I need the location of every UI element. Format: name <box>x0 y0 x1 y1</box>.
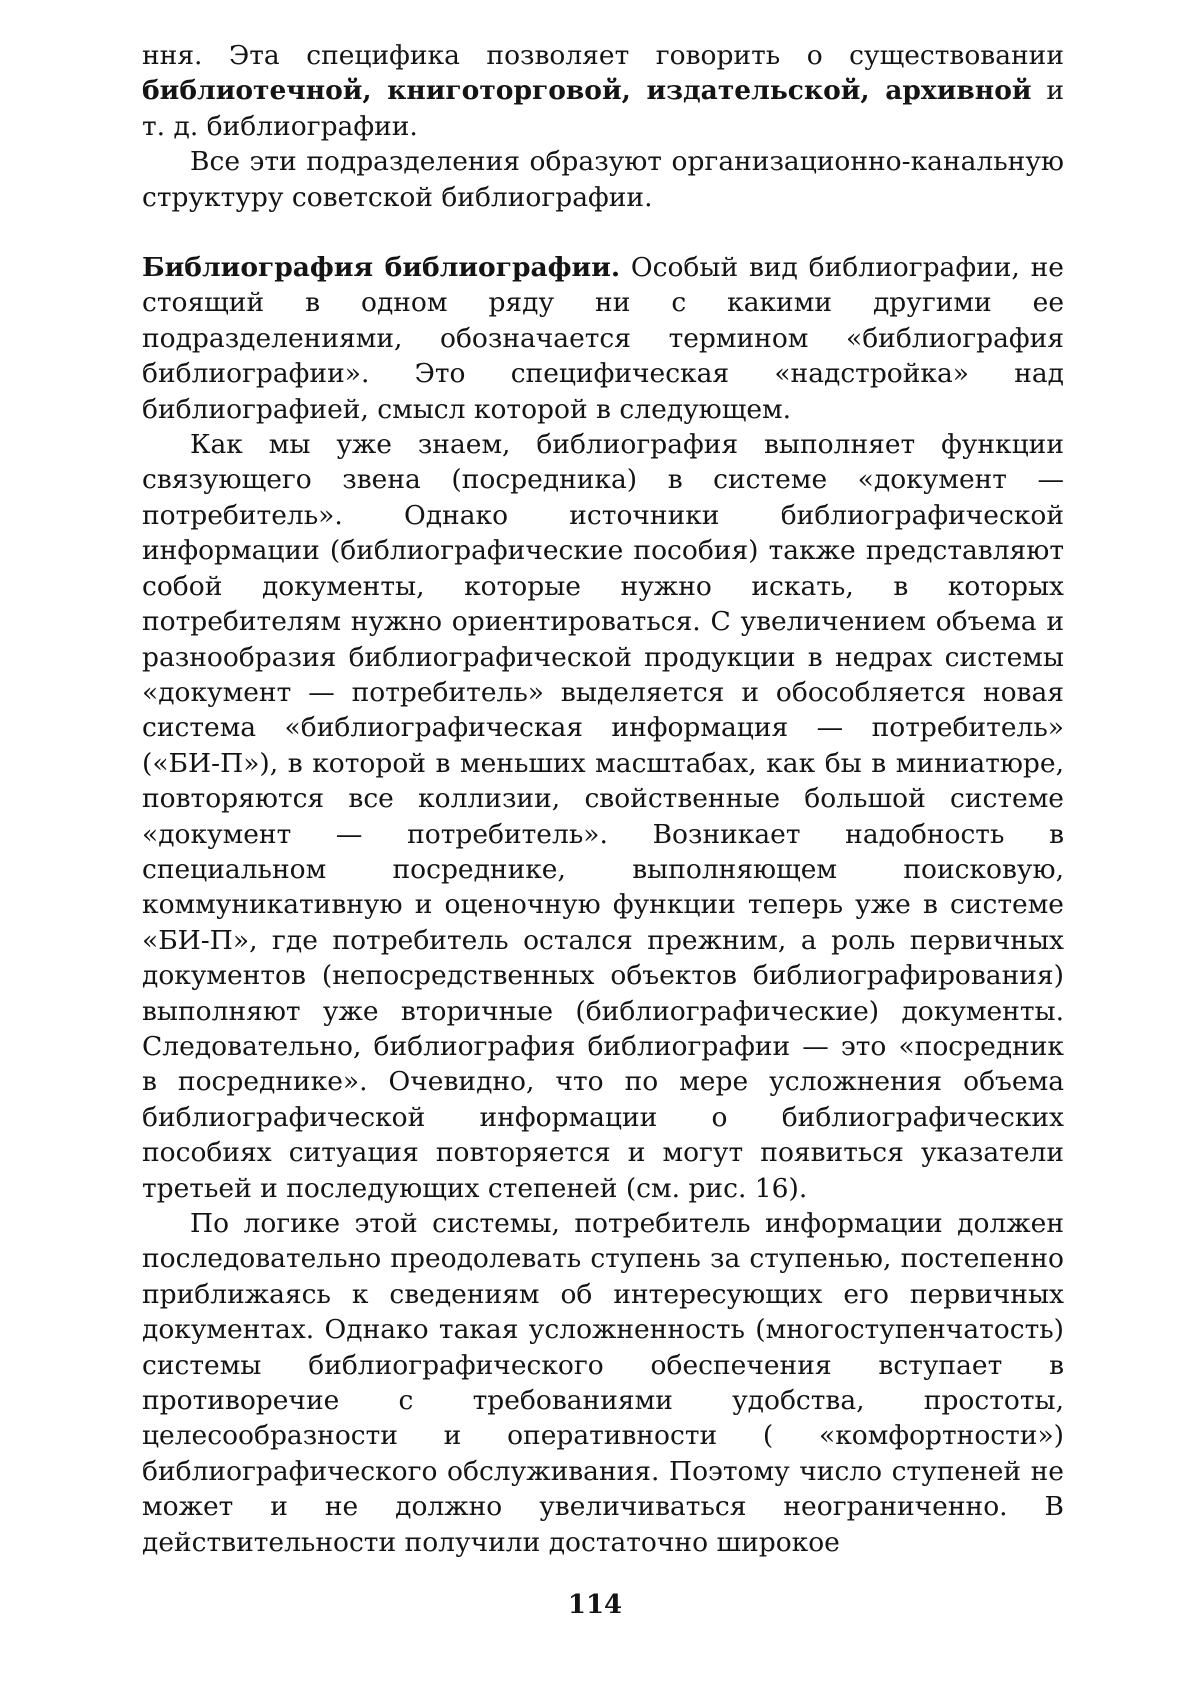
paragraph-section-bibliography-of-bibliography <box>142 250 1064 427</box>
paragraph-mediator <box>142 427 1064 1206</box>
text-segment: и т. д. библиографии. <box>142 75 1064 142</box>
text-segment: ння. Эта специфика позволяет говорить о существовании <box>142 40 1064 71</box>
text-segment: Особый вид библиографии, не стоящий в одном ряду ни с какими другими ее подразделениями, обозначается термином «библиография библиографии». Это специфическая «надстройка» над библиографией, смысл которой в следующем. <box>142 252 1064 425</box>
text-segment: По логике этой системы, потребитель информации должен последовательно преодолевать ступень за ступенью, постепенно приближаясь к сведениям об интересующих его первичных документах. Однако такая усложненность (многоступенчатость) системы библиографического обеспечения вступает в противоречие с требованиями удобства, простоты, целесообразности и оперативности ( «комфортности») библиографического обслуживания. Поэтому число ступеней не может и не должно увеличиваться неограниченно. В действительности получили достаточно широкое <box>142 1208 1064 1558</box>
paragraph-structure <box>142 144 1064 215</box>
text-segment: Все эти подразделения образуют организационно-канальную структуру советской библиографии. <box>142 146 1064 213</box>
bold-text-segment: Библиография библиографии. <box>142 252 621 284</box>
bold-text-segment: библиотечной, книготорговой, издательской, архивной <box>142 75 1032 107</box>
text-segment: Как мы уже знаем, библиография выполняет функции связующего звена (посредника) в системе «документ — потребитель». Однако источники библиографической информации (библиографические пособия) также представляют собой документы, которые нужно искать, в которых потребителям нужно ориентироваться. С увеличением объема и разнообразия библиографической продукции в недрах системы «документ — потребитель» выделяется и обособляется новая система «библиографическая информация — потребитель» («БИ-П»), в которой в меньших масштабах, как бы в миниатюре, повторяются все коллизии, свойственные большой системе «документ — потребитель». Возникает надобность в специальном посреднике, выполняющем поисковую, коммуникативную и оценочную функции теперь уже в системе «БИ-П», где потребитель остался прежним, а роль первичных документов (непосредственных объектов библиографирования) выполняют уже вторичные (библиографические) документы. Следовательно, библиография библиографии — это «посредник в посреднике». Очевидно, что по мере усложнения объема библиографической информации о библиографических пособиях ситуация повторяется и могут появиться указатели третьей и последующих степеней (см. рис. 16). <box>142 429 1064 1204</box>
page-body <box>142 38 1064 1560</box>
page-number: 114 <box>567 1590 623 1620</box>
paragraph-continuation <box>142 38 1064 144</box>
paragraph-system-logic <box>142 1206 1064 1560</box>
